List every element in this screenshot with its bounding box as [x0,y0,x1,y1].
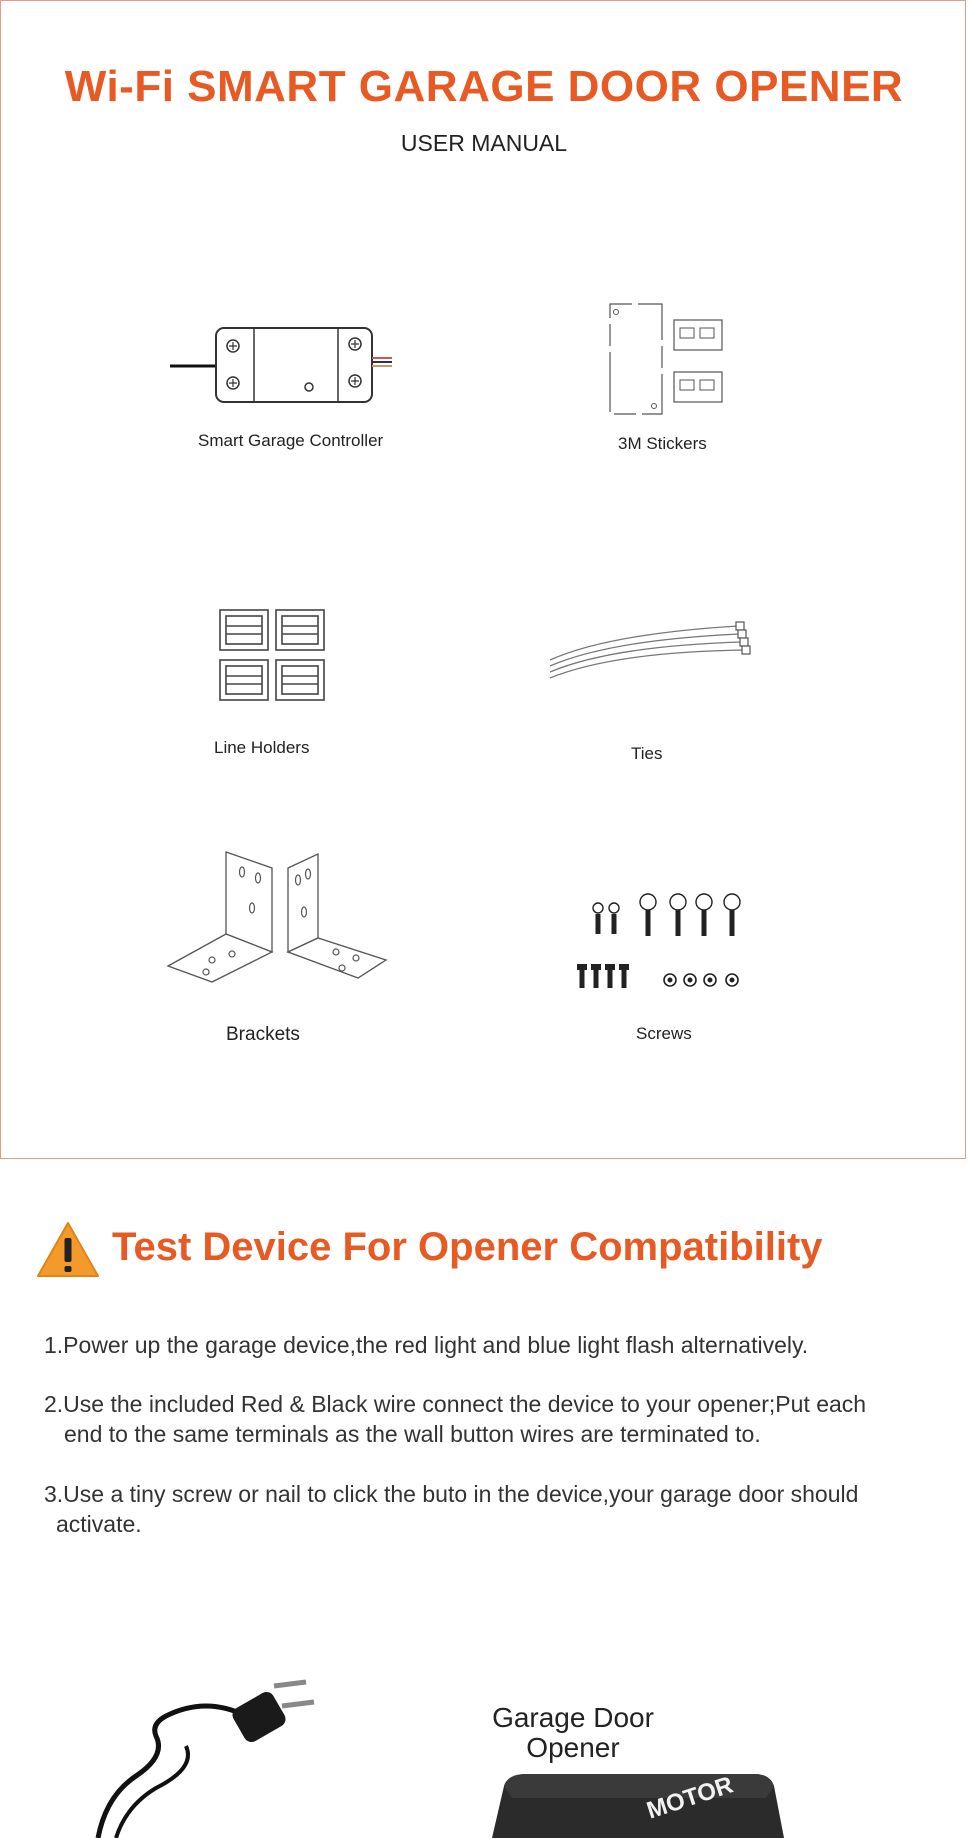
page-subtitle: USER MANUAL [400,130,568,156]
compat-step-line: 3.Use a tiny screw or nail to click the buto in the device,your garage door should [44,1481,859,1507]
compat-step-line: end to the same terminals as the wall button wires are terminated to. [64,1421,761,1447]
ties-icon [548,618,758,680]
stickers-icon [604,300,724,420]
line-holders-icon [218,608,330,702]
brackets-icon [166,848,388,984]
compat-step [44,1479,858,1539]
item-label: Brackets [226,1024,300,1045]
compat-title: Test Device For Opener Compatibility [112,1225,823,1269]
power-plug-icon [96,1676,326,1838]
compat-step-line: 1.Power up the garage device,the red light and blue light flash alternatively. [44,1332,809,1358]
item-label: Smart Garage Controller [198,431,384,450]
motor-text: MOTOR [643,1771,737,1825]
screws-icon [574,892,760,992]
warning-icon [36,1221,100,1279]
controller-icon [170,322,400,408]
compat-step [44,1330,808,1360]
compat-step-line: activate. [56,1511,142,1537]
page-title: Wi-Fi SMART GARAGE DOOR OPENER [64,62,904,111]
item-label: Ties [631,744,663,763]
compat-step [44,1389,866,1449]
opener-label [488,1703,658,1763]
item-label: 3M Stickers [618,434,707,453]
item-label: Screws [636,1024,692,1043]
compat-step-line: 2.Use the included Red & Black wire connect the device to your opener;Put each [44,1391,867,1417]
opener-label-line: Opener [526,1732,620,1763]
motor-box [486,1768,786,1838]
opener-label-line: Garage Door [492,1702,654,1733]
item-label: Line Holders [214,738,310,757]
